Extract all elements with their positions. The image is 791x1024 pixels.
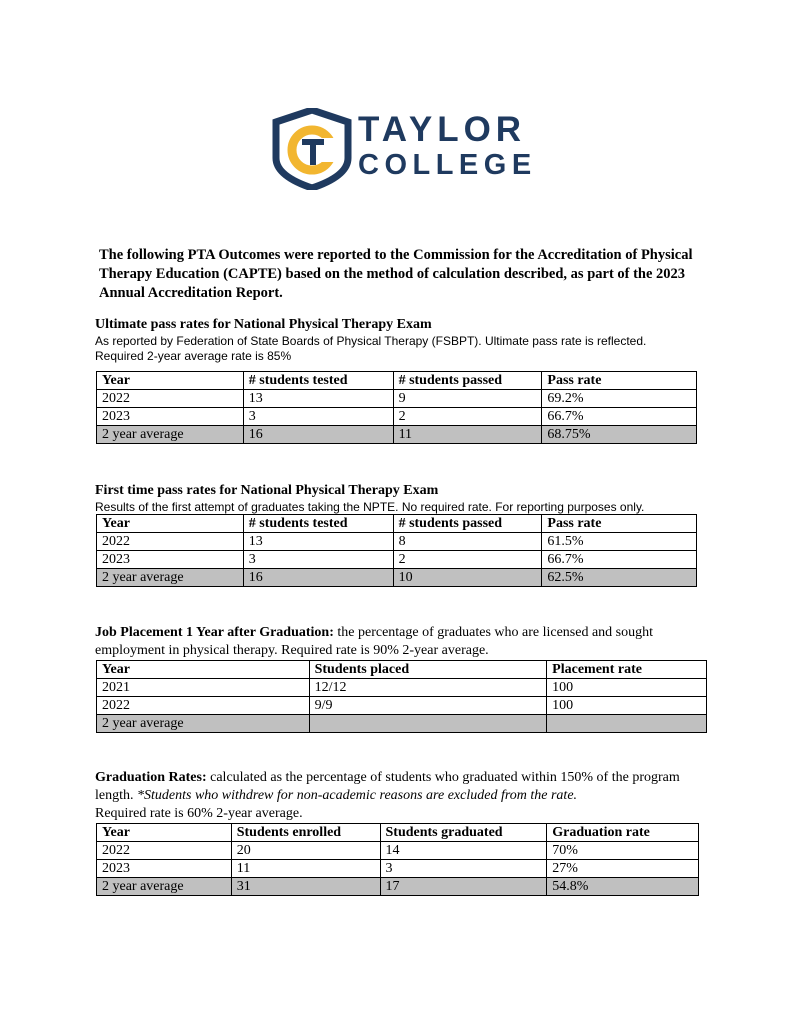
table-cell: 2021 xyxy=(97,679,310,697)
table-cell: 20 xyxy=(231,842,380,860)
table-cell: 9 xyxy=(393,390,542,408)
taylor-college-logo xyxy=(272,108,542,190)
logo-line2: COLLEGE xyxy=(358,149,537,181)
table-cell: 16 xyxy=(243,426,393,444)
ultimate-note2: Required 2-year average rate is 85% xyxy=(95,349,292,363)
grad-description-italic: *Students who withdrew for non-academic reasons are excluded from the rate. xyxy=(137,788,578,803)
table-cell: 13 xyxy=(243,390,393,408)
grad-description: calculated as the percentage of students who graduated within 150% of the program length. xyxy=(95,770,680,803)
grad-required-rate: Required rate is 60% 2-year average. xyxy=(95,806,303,821)
table-cell: 2022 xyxy=(97,533,244,551)
table-cell: 2022 xyxy=(97,697,310,715)
table-cell: 66.7% xyxy=(542,551,697,569)
table-cell: 2023 xyxy=(97,408,244,426)
table-row xyxy=(97,679,707,697)
table-average-row xyxy=(97,878,699,896)
table-cell: 66.7% xyxy=(542,408,697,426)
table-cell xyxy=(547,715,707,733)
table-cell: 2 xyxy=(393,551,542,569)
table-average-row xyxy=(97,426,697,444)
table-row xyxy=(97,408,697,426)
table-cell: 2022 xyxy=(97,842,232,860)
table-cell: 11 xyxy=(231,860,380,878)
table-cell: 61.5% xyxy=(542,533,697,551)
job-placement-table xyxy=(96,660,707,733)
header-cell: Students placed xyxy=(309,661,547,679)
table-row xyxy=(97,842,699,860)
table-cell: 68.75% xyxy=(542,426,697,444)
table-cell: 3 xyxy=(243,551,393,569)
header-cell: Year xyxy=(97,661,310,679)
table-cell: 2 year average xyxy=(97,715,310,733)
table-header-row xyxy=(97,372,697,390)
table-cell: 12/12 xyxy=(309,679,547,697)
shield-logo-icon xyxy=(272,108,352,190)
header-cell: Year xyxy=(97,372,244,390)
ultimate-note1: As reported by Federation of State Boards of Physical Therapy (FSBPT). Ultimate pass rate is reflected. xyxy=(95,334,647,348)
table-cell: 2023 xyxy=(97,551,244,569)
table-cell: 2 year average xyxy=(97,878,232,896)
table-row xyxy=(97,533,697,551)
table-cell: 8 xyxy=(393,533,542,551)
logo-line1: TAYLOR xyxy=(358,110,527,149)
table-cell: 14 xyxy=(380,842,547,860)
ultimate-pass-table xyxy=(96,371,697,444)
header-cell: Students graduated xyxy=(380,824,547,842)
table-cell: 2022 xyxy=(97,390,244,408)
table-cell: 69.2% xyxy=(542,390,697,408)
first-time-pass-table xyxy=(96,514,697,587)
first-time-note: Results of the first attempt of graduates taking the NPTE. No required rate. For reporting purposes only. xyxy=(95,500,645,514)
job-placement-section-header xyxy=(95,624,695,660)
table-cell: 100 xyxy=(547,697,707,715)
header-cell: # students passed xyxy=(393,372,542,390)
table-row xyxy=(97,551,697,569)
job-description: the percentage of graduates who are licensed and sought employment in physical therapy. Required rate is 90% 2-year average. xyxy=(95,625,654,658)
graduation-section-header xyxy=(95,769,695,823)
table-cell: 16 xyxy=(243,569,393,587)
table-cell: 10 xyxy=(393,569,542,587)
table-header-row xyxy=(97,661,707,679)
table-cell xyxy=(309,715,547,733)
table-row xyxy=(97,390,697,408)
intro-paragraph: The following PTA Outcomes were reported to the Commission for the Accreditation of Physical Therapy Education (CAPTE) based on the method of calculation described, as part of the 2023 Annual Accreditation Report. xyxy=(99,247,693,301)
header-cell: # students tested xyxy=(243,372,393,390)
table-average-row xyxy=(97,715,707,733)
first-time-section-header xyxy=(95,482,715,515)
job-title: Job Placement 1 Year after Graduation: xyxy=(95,625,334,640)
table-cell: 3 xyxy=(380,860,547,878)
table-cell: 17 xyxy=(380,878,547,896)
table-row xyxy=(97,697,707,715)
header-cell: Students enrolled xyxy=(231,824,380,842)
table-cell: 2 xyxy=(393,408,542,426)
table-row xyxy=(97,860,699,878)
grad-title: Graduation Rates: xyxy=(95,770,207,785)
table-cell: 62.5% xyxy=(542,569,697,587)
table-cell: 2 year average xyxy=(97,569,244,587)
graduation-table xyxy=(96,823,699,896)
header-cell: Placement rate xyxy=(547,661,707,679)
table-cell: 70% xyxy=(547,842,699,860)
first-time-title: First time pass rates for National Physical Therapy Exam xyxy=(95,483,439,498)
table-header-row xyxy=(97,515,697,533)
table-cell: 2023 xyxy=(97,860,232,878)
table-header-row xyxy=(97,824,699,842)
table-cell: 31 xyxy=(231,878,380,896)
table-cell: 13 xyxy=(243,533,393,551)
table-cell: 3 xyxy=(243,408,393,426)
header-cell: # students tested xyxy=(243,515,393,533)
ultimate-title: Ultimate pass rates for National Physical Therapy Exam xyxy=(95,317,432,332)
table-cell: 54.8% xyxy=(547,878,699,896)
header-cell: Graduation rate xyxy=(547,824,699,842)
header-cell: Pass rate xyxy=(542,372,697,390)
table-cell: 2 year average xyxy=(97,426,244,444)
table-cell: 100 xyxy=(547,679,707,697)
ultimate-section-header xyxy=(95,316,715,364)
header-cell: Year xyxy=(97,824,232,842)
header-cell: Pass rate xyxy=(542,515,697,533)
table-cell: 11 xyxy=(393,426,542,444)
header-cell: # students passed xyxy=(393,515,542,533)
table-cell: 27% xyxy=(547,860,699,878)
table-cell: 9/9 xyxy=(309,697,547,715)
header-cell: Year xyxy=(97,515,244,533)
table-average-row xyxy=(97,569,697,587)
